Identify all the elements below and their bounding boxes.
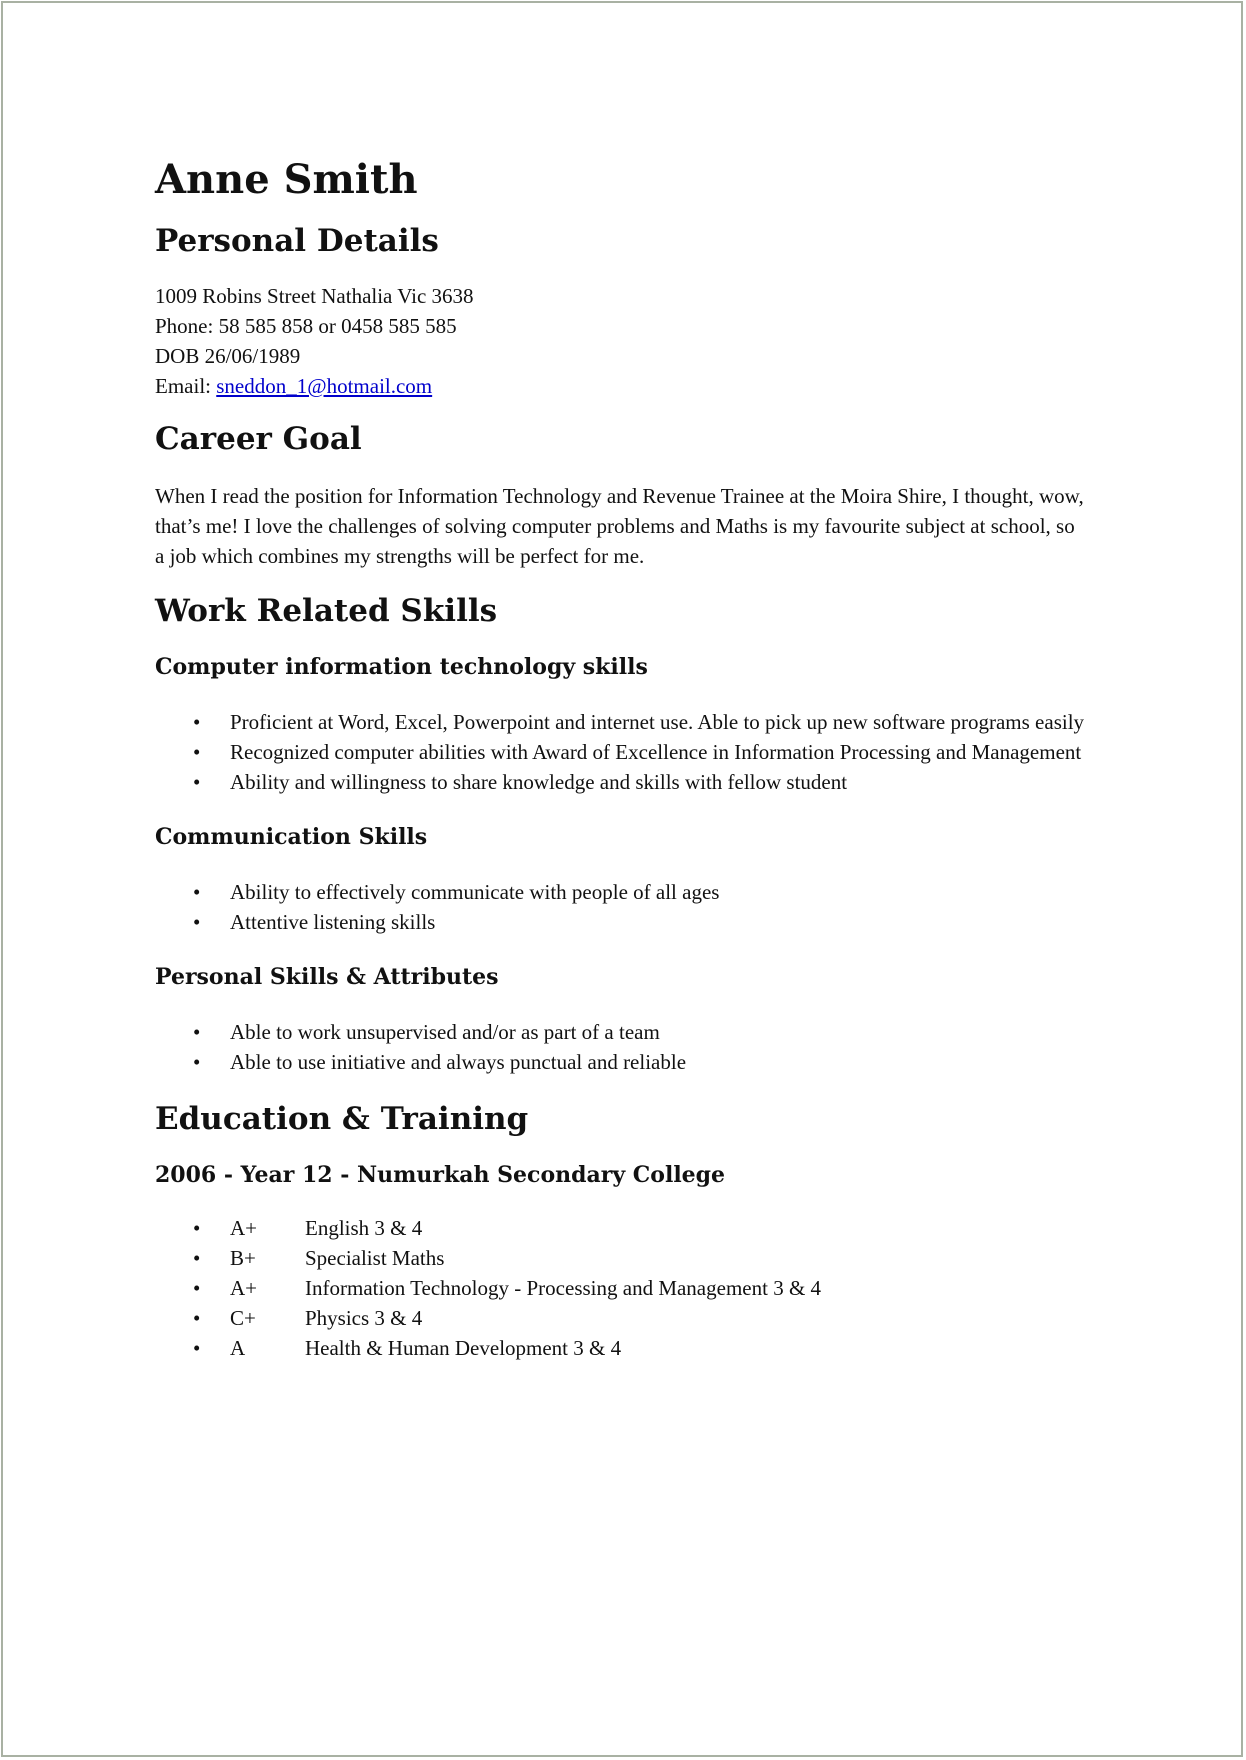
work-skills-heading: Work Related Skills	[155, 593, 498, 629]
page	[1, 1, 1243, 1757]
subject: Information Technology - Processing and Management 3 & 4	[305, 1276, 822, 1300]
personal-details-block	[155, 281, 1085, 401]
result-item	[155, 1303, 1085, 1333]
result-item	[155, 1273, 1085, 1303]
grade: A	[230, 1336, 246, 1360]
grade: B+	[230, 1246, 256, 1270]
results-list	[155, 1213, 1085, 1363]
career-goal-text: When I read the position for Information Technology and Revenue Trainee at the Moira Shire, I thought, wow, that’s me! I love the challenges of solving computer problems and Maths is my favourite subject at school, so a job which combines my strengths will be perfect for me.	[155, 484, 1084, 568]
career-goal-heading: Career Goal	[155, 421, 362, 457]
grade: A+	[230, 1276, 258, 1300]
address: 1009 Robins Street Nathalia Vic 3638	[155, 284, 474, 308]
email-row	[155, 371, 1085, 401]
result-item	[155, 1213, 1085, 1243]
communication-skills-list	[155, 877, 1085, 937]
subject: Physics 3 & 4	[305, 1306, 423, 1330]
personal-skills-list	[155, 1017, 1085, 1077]
list-item: • Ability to effectively communicate with people of all ages	[155, 877, 1085, 907]
personal-details-heading: Personal Details	[155, 223, 439, 259]
list-item: • Able to work unsupervised and/or as part of a team	[155, 1017, 1085, 1047]
result-item	[155, 1243, 1085, 1273]
bullet-icon: •	[193, 710, 201, 734]
bullet-icon: •	[193, 1246, 201, 1270]
result-item	[155, 1333, 1085, 1363]
list-item: • Recognized computer abilities with Award of Excellence in Information Processing and Management	[155, 737, 1085, 767]
bullet-icon: •	[193, 1276, 201, 1300]
list-item: • Proficient at Word, Excel, Powerpoint and internet use. Able to pick up new software programs easily	[155, 707, 1085, 737]
resume-name: Anne Smith	[155, 156, 418, 203]
subject: English 3 & 4	[305, 1216, 423, 1240]
bullet-icon: •	[193, 1020, 201, 1044]
bullet-icon: •	[193, 770, 201, 794]
phone: Phone: 58 585 858 or 0458 585 585	[155, 314, 457, 338]
email-link[interactable]: sneddon_1@hotmail.com	[216, 374, 433, 398]
bullet-icon: •	[193, 1306, 201, 1330]
communication-skills-heading: Communication Skills	[155, 824, 428, 850]
computer-skills-list	[155, 707, 1085, 797]
subject: Specialist Maths	[305, 1246, 445, 1270]
list-item: • Ability and willingness to share knowledge and skills with fellow student	[155, 767, 1085, 797]
personal-skills-heading: Personal Skills & Attributes	[155, 964, 499, 990]
school-heading: 2006 - Year 12 - Numurkah Secondary College	[155, 1162, 726, 1188]
education-heading: Education & Training	[155, 1101, 529, 1137]
grade: C+	[230, 1306, 256, 1330]
bullet-icon: •	[193, 1216, 201, 1240]
resume-content	[155, 151, 1085, 1363]
computer-skills-heading: Computer information technology skills	[155, 654, 648, 680]
subject: Health & Human Development 3 & 4	[305, 1336, 622, 1360]
bullet-icon: •	[193, 1050, 201, 1074]
dob: DOB 26/06/1989	[155, 344, 301, 368]
bullet-icon: •	[193, 740, 201, 764]
email-label: Email:	[155, 374, 217, 398]
grade: A+	[230, 1216, 258, 1240]
bullet-icon: •	[193, 910, 201, 934]
list-item: • Able to use initiative and always punctual and reliable	[155, 1047, 1085, 1077]
bullet-icon: •	[193, 880, 201, 904]
bullet-icon: •	[193, 1336, 201, 1360]
list-item: • Attentive listening skills	[155, 907, 1085, 937]
